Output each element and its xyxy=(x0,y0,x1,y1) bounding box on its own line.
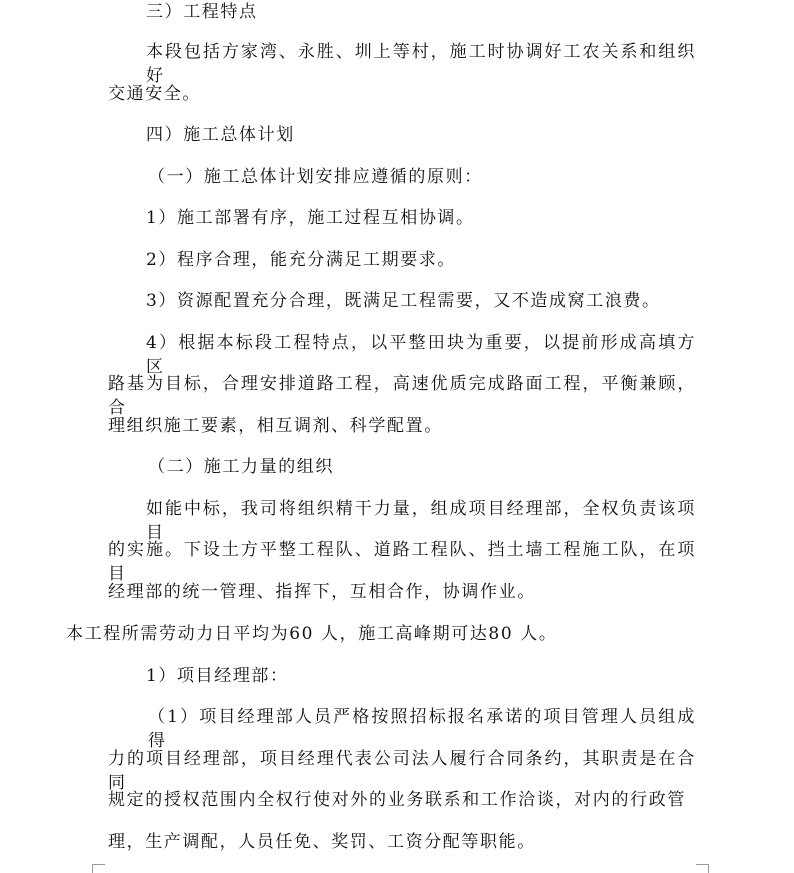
paragraph-line: 的实施。下设土方平整工程队、道路工程队、挡土墙工程施工队，在项目 xyxy=(108,540,696,584)
paragraph-line: （1）项目经理部人员严格按照招标报名承诺的项目管理人员组成得 xyxy=(148,707,696,751)
list-item: 3）资源配置充分合理，既满足工程需要，又不造成窝工浪费。 xyxy=(146,291,661,311)
paragraph-line: 规定的授权范围内全权行使对外的业务联系和工作洽谈，对内的行政管 xyxy=(108,790,686,810)
subheading-plan-principles: （一）施工总体计划安排应遵循的原则： xyxy=(148,167,483,187)
heading-project-features: 三）工程特点 xyxy=(146,2,258,22)
paragraph-line: 如能中标，我司将组织精干力量，组成项目经理部，全权负责该项目 xyxy=(146,499,696,543)
list-item: 1）施工部署有序，施工过程互相协调。 xyxy=(146,208,475,228)
paragraph-line: 本段包括方家湾、永胜、圳上等村，施工时协调好工农关系和组织好 xyxy=(146,42,696,86)
paragraph-line: 路基为目标，合理安排道路工程，高速优质完成路面工程，平衡兼顾，合 xyxy=(108,374,696,418)
subheading-construction-force: （二）施工力量的组织 xyxy=(148,457,334,477)
paragraph-line: 交通安全。 xyxy=(108,84,201,104)
paragraph-line: 理组织施工要素，相互调剂、科学配置。 xyxy=(108,416,443,436)
subheading-project-department: 1）项目经理部： xyxy=(146,666,289,686)
labor-summary-line: 本工程所需劳动力日平均为60 人，施工高峰期可达80 人。 xyxy=(66,624,558,644)
list-item: 2）程序合理，能充分满足工期要求。 xyxy=(146,250,457,270)
paragraph-line: 经理部的统一管理、指挥下，互相合作，协调作业。 xyxy=(108,582,536,602)
heading-construction-plan: 四）施工总体计划 xyxy=(146,125,295,145)
paragraph-line: 理，生产调配，人员任免、奖罚、工资分配等职能。 xyxy=(108,832,536,852)
list-item: 4）根据本标段工程特点，以平整田块为重要，以提前形成高填方区 xyxy=(146,333,696,377)
paragraph-line: 力的项目经理部，项目经理代表公司法人履行合同条约，其职责是在合同 xyxy=(108,749,696,793)
